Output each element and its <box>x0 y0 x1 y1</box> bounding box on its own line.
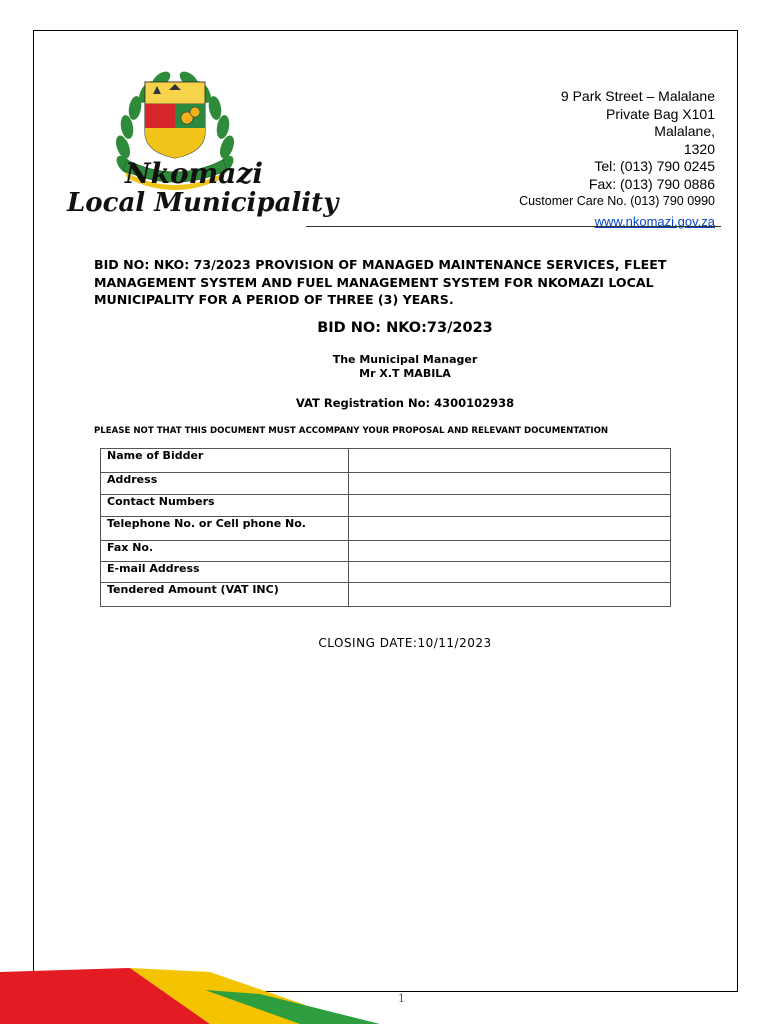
row-value-field[interactable] <box>349 517 671 541</box>
row-label: Tendered Amount (VAT INC) <box>101 583 349 607</box>
row-label: Name of Bidder <box>101 449 349 473</box>
row-label: Fax No. <box>101 541 349 562</box>
address-code: 1320 <box>683 140 715 157</box>
table-row <box>101 449 671 473</box>
table-row <box>101 495 671 517</box>
row-value-field[interactable] <box>349 473 671 495</box>
bid-number-heading: BID NO: NKO:73/2023 <box>317 320 493 336</box>
row-label: Contact Numbers <box>101 495 349 517</box>
table-row <box>101 517 671 541</box>
closing-date: CLOSING DATE:10/11/2023 <box>318 636 492 650</box>
row-value-field[interactable] <box>349 449 671 473</box>
address-tel: Tel: (013) 790 0245 <box>594 158 715 174</box>
table-row <box>101 583 671 607</box>
row-label: Address <box>101 473 349 495</box>
manager-name: Mr X.T MABILA <box>359 367 451 380</box>
table-row <box>101 541 671 562</box>
row-label: Telephone No. or Cell phone No. <box>101 517 349 541</box>
row-value-field[interactable] <box>349 495 671 517</box>
footer-ribbon <box>0 960 770 1024</box>
table-row <box>101 473 671 495</box>
address-bag: Private Bag X101 <box>606 105 715 122</box>
address-town: Malalane, <box>654 123 715 139</box>
vat-registration: VAT Registration No: 4300102938 <box>295 396 515 410</box>
address-street: 9 Park Street – Malalane <box>560 88 715 104</box>
bid-title: BID NO: NKO: 73/2023 PROVISION OF MANAGED MAINTENANCE SERVICES, FLEET MANAGEMENT SYSTEM AND FUEL MANAGEMENT SYSTEM FOR NKOMAZI LOCAL MUNICIPALITY FOR A PERIOD OF THREE (3) YEARS. <box>94 257 667 307</box>
row-value-field[interactable] <box>349 562 671 583</box>
manager-title: The Municipal Manager <box>332 353 478 366</box>
logo-wordmark-line1: Nkomazi <box>125 157 263 190</box>
table-row <box>101 562 671 583</box>
website-link[interactable]: www.nkomazi.gov.za <box>594 213 715 229</box>
row-value-field[interactable] <box>349 583 671 607</box>
address-block <box>519 88 715 230</box>
row-label: E-mail Address <box>101 562 349 583</box>
row-value-field[interactable] <box>349 541 671 562</box>
manager-block <box>60 353 750 381</box>
header-divider <box>306 226 721 227</box>
address-customer-care: Customer Care No. (013) 790 0990 <box>519 194 715 208</box>
page-number: 1 <box>398 992 405 1005</box>
address-fax: Fax: (013) 790 0886 <box>588 175 715 192</box>
bidder-details-table <box>100 448 671 607</box>
logo-wordmark-line2: Local Municipality <box>67 188 339 218</box>
submission-notice: PLEASE NOT THAT THIS DOCUMENT MUST ACCOMPANY YOUR PROPOSAL AND RELEVANT DOCUMENTATION <box>94 426 609 436</box>
